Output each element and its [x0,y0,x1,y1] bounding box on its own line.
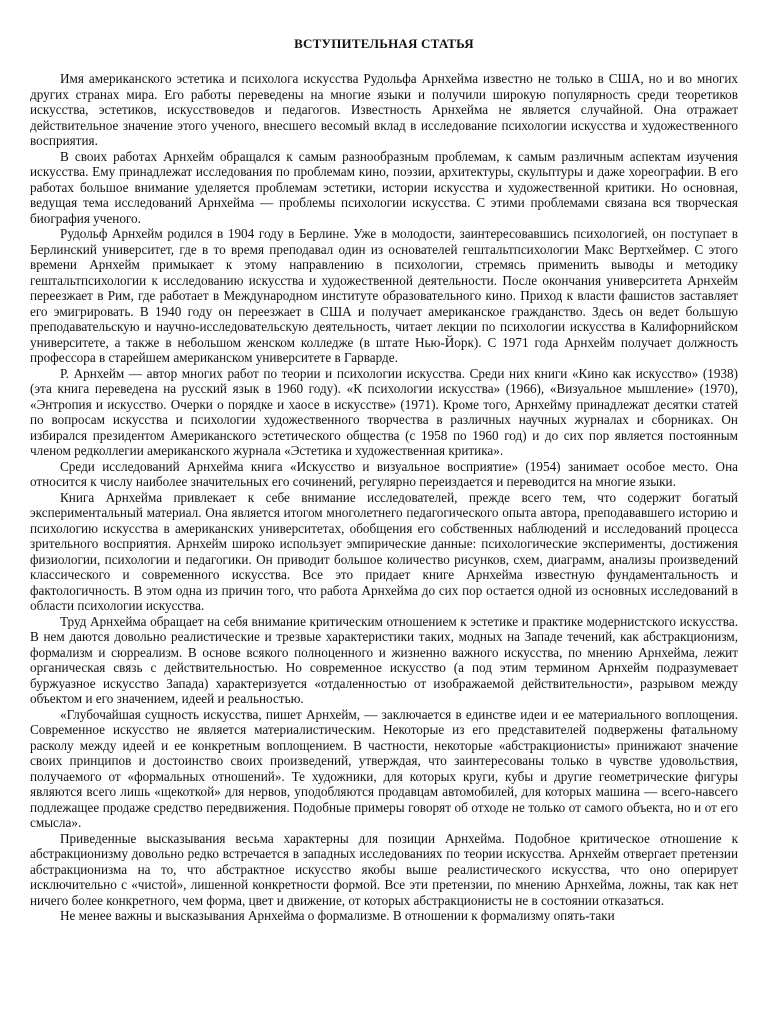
paragraph-4: Р. Арнхейм — автор многих работ по теории и психологии искусства. Среди них книги «Кино как искусство» (1938) (эта книга переведена на русский язык в 1960 году). «К психологии искусства» (1966), «Визуальное мышление» (1970), «Энтропия и искусство. Очерки о порядке и хаосе в искусстве» (1971). Кроме того, Арнхейму принадлежат десятки статей по вопросам искусства и психологии художественного творчества в различных научных журналах и сборниках. Он избирался президентом Американского эстетического общества (с 1958 по 1960 год) и до сих пор является постоянным членом редколлегии американского журнала «Эстетика и художественная критика». [30,365,738,458]
paragraph-9: Приведенные высказывания весьма характерны для позиции Арнхейма. Подобное критическое отношение к абстракционизму довольно редко встречается в западных исследованиях по теории искусства. Арнхейм отвергает претензии абстракционизма на то, что абстрактное искусство якобы выше реалистического искусства, что оно оперирует исключительно с «чистой», лишенной конкретности формой. Все эти претензии, по мнению Арнхейма, ложны, так как нет ничего более конкретного, чем форма, цвет и движение, от которых абстракционисты не в состоянии отказаться. [30,830,738,908]
paragraph-7: Труд Арнхейма обращает на себя внимание критическим отношением к эстетике и практике модернистского искусства. В нем даются довольно реалистические и трезвые характеристики таких, модных на Западе течений, как абстракционизм, формализм и сюрреализм. В основе всякого полноценного и жизненно важного искусства, по мнению Арнхейма, лежит органическая связь с действительностью. Но современное искусство (а под этим термином Арнхейм подразумевает буржуазное искусство Запада) характеризуется «отдаленностью от изображаемой действительности», разрывом между объектом и его значением, идеей и реальностью. [30,613,738,706]
paragraph-10: Не менее важны и высказывания Арнхейма о формализме. В отношении к формализму опять-таки [60,908,615,923]
paragraph-5: Среди исследований Арнхейма книга «Искусство и визуальное восприятие» (1954) занимает особое место. Она относится к числу наиболее значительных его сочинений, регулярно переиздается и переводится на многие языки. [30,458,738,489]
paragraph-1: Имя американского эстетика и психолога искусства Рудольфа Арнхейма известно не только в США, но и во многих других странах мира. Его работы переведены на многие языки и получили широкую популярность среди теоретиков искусства, эстетиков, искусствоведов и педагогов. Известность Арнхейма не является случайной. Она отражает действительное значение этого ученого, внесшего весомый вклад в исследование психологии искусства и художественного восприятия. [30,71,738,148]
paragraph-3: Рудольф Арнхейм родился в 1904 году в Берлине. Уже в молодости, заинтересовавшись психологией, он поступает в Берлинский университет, где в то время преподавал один из основателей гештальтпсихологии Макс Вертхеймер. С этого времени Арнхейм примыкает к этому направлению в психологии, стремясь применить выводы и методику гештальтпсихологии к исследованию искусства и художественной деятельности. После окончания университета Арнхейм переезжает в Рим, где работает в Международном институте образовательного кино. Приход к власти фашистов заставляет его эмигрировать. В 1940 году он переезжает в США и получает американское гражданство. Здесь он ведет большую преподавательскую и научно-исследовательскую деятельность, читает лекции по психологии искусства в Калифорнийском университете, а также в небольшом женском колледже (в штате Нью-Йорк). С 1971 года Арнхейм получает должность профессора в старейшем американском университете в Гарварде. [30,226,738,365]
paragraph-8: «Глубочайшая сущность искусства, пишет Арнхейм, — заключается в единстве идеи и ее материального воплощения. Современное искусство не является материалистическим. Некоторые из его представителей подвержены фатальному расколу между идеей и ее конкретным воплощением. В частности, некоторые «абстракционисты» принижают значение своих принципов и достоинство своих произведений, утверждая, что заинтересованы только в чувстве удовольствия, получаемого от «формальных отношений». Те художники, для которых круги, кубы и другие геометрические фигуры являются всего лишь «щекоткой» для нервов, уподобляются продавцам автомобилей, для которых машина — всего-навсего подлежащее продаже средство передвижения. Подобные примеры говорят об отходе не только от самого объекта, но и от его смысла». [30,706,738,830]
paragraph-2: В своих работах Арнхейм обращался к самым разнообразным проблемам, к самым различным аспектам изучения искусства. Ему принадлежат исследования по проблемам кино, поэзии, архитектуры, скульптуры и даже хореографии. В его работах большое внимание уделяется проблемам эстетики, истории искусства и художественной критики. Но основная, ведущая тема исследований Арнхейма — проблемы психологии искусства. С этими проблемами связана вся творческая биография ученого. [30,148,738,226]
paragraph-6: Книга Арнхейма привлекает к себе внимание исследователей, прежде всего тем, что содержит богатый экспериментальный материал. Она является итогом многолетнего педагогического опыта автора, преподававшего историю и психологию искусства в американских университетах, обобщения его собственных наблюдений и исследований процесса зрительного восприятия. Арнхейм широко использует эмпирические данные: психологические эксперименты, достижения физиологии, психологии и педагогики. Он приводит большое количество рисунков, схем, диаграмм, анализы произведений классического и современного искусства. Все это придает книге Арнхейма известную фундаментальность и фактологичность. В этом одна из причин того, что работа Арнхейма до сих пор остается одной из основных исследований в области психологии искусства. [30,489,738,613]
document-title: ВСТУПИТЕЛЬНАЯ СТАТЬЯ [294,36,474,51]
